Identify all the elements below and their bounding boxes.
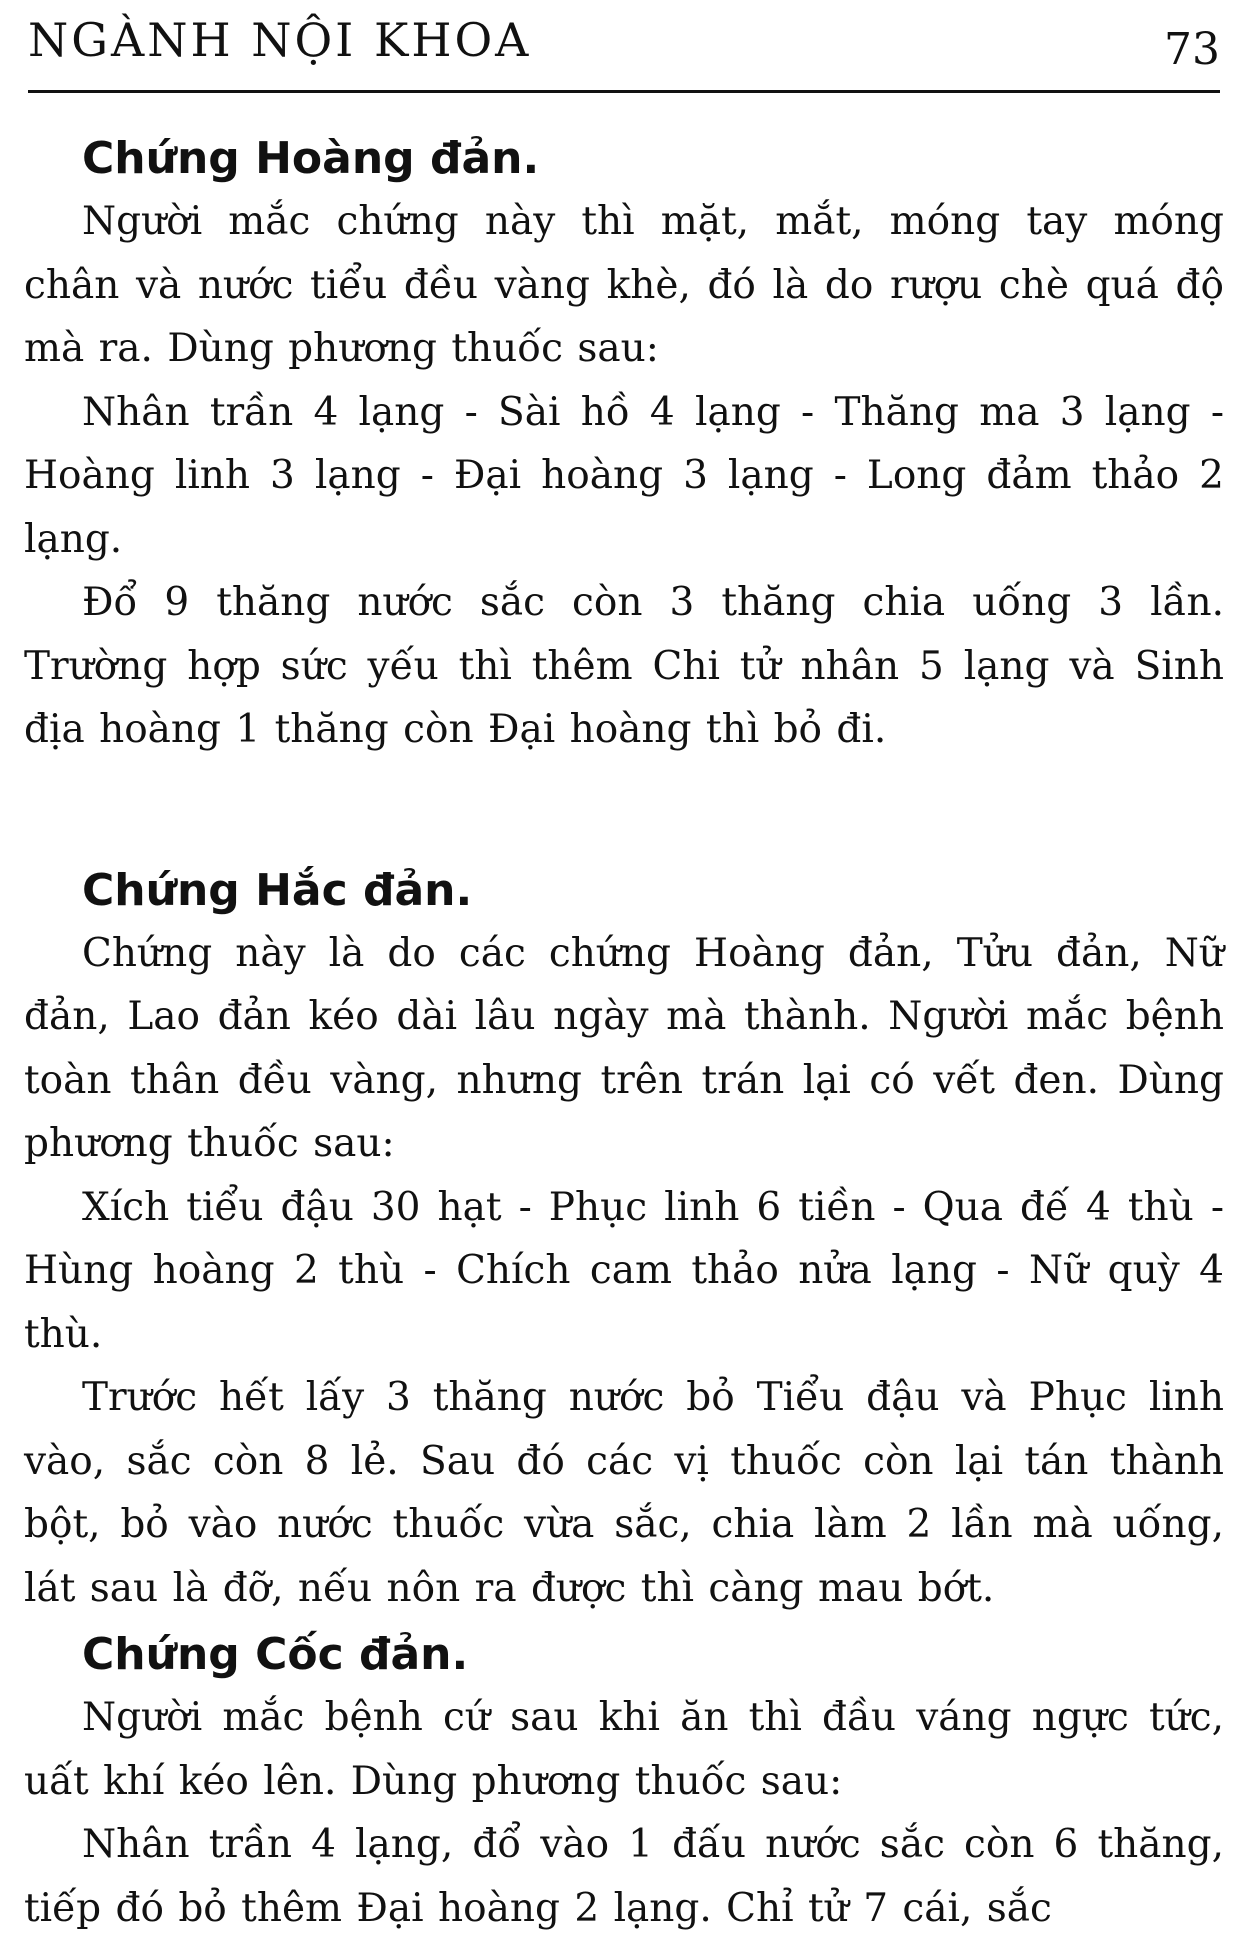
page-body	[24, 128, 1224, 1940]
running-header-title: NGÀNH NỘI KHOA	[28, 13, 532, 67]
paragraph: Đổ 9 thăng nước sắc còn 3 thăng chia uống 3 lần. Trường hợp sức yếu thì thêm Chi tử nhân 5 lạng và Sinh địa hoàng 1 thăng còn Đại hoàng thì bỏ đi.	[24, 580, 1224, 752]
section-title: Chứng Hoàng đản.	[82, 133, 540, 184]
paragraph: Xích tiểu đậu 30 hạt - Phục linh 6 tiền - Qua đế 4 thù - Hùng hoàng 2 thù - Chích cam thảo nửa lạng - Nữ quỳ 4 thù.	[24, 1184, 1224, 1357]
paragraph: Người mắc chứng này thì mặt, mắt, móng tay móng chân và nước tiểu đều vàng khè, đó là do rượu chè quá độ mà ra. Dùng phương thuốc sau:	[24, 199, 1224, 371]
section-hac-dan	[24, 860, 1224, 1621]
section-title: Chứng Cốc đản.	[82, 1629, 469, 1680]
section-hoang-dan	[24, 128, 1224, 762]
section-coc-dan	[24, 1624, 1224, 1940]
paragraph: Nhân trần 4 lạng - Sài hồ 4 lạng - Thăng ma 3 lạng - Hoàng linh 3 lạng - Đại hoàng 3 lạng - Long đảm thảo 2 lạng.	[24, 389, 1224, 562]
paragraph: Nhân trần 4 lạng, đổ vào 1 đấu nước sắc còn 6 thăng, tiếp đó bỏ thêm Đại hoàng 2 lạng. Chỉ tử 7 cái, sắc	[24, 1822, 1224, 1931]
header-divider	[28, 90, 1220, 93]
page-number: 73	[1164, 24, 1220, 75]
running-header	[28, 6, 1220, 76]
paragraph: Chứng này là do các chứng Hoàng đản, Tửu đản, Nữ đản, Lao đản kéo dài lâu ngày mà thành. Người mắc bệnh toàn thân đều vàng, nhưng trên trán lại có vết đen. Dùng phương thuốc sau:	[24, 930, 1224, 1166]
paragraph: Trước hết lấy 3 thăng nước bỏ Tiểu đậu và Phục linh vào, sắc còn 8 lẻ. Sau đó các vị thuốc còn lại tán thành bột, bỏ vào nước thuốc vừa sắc, chia làm 2 lần mà uống, lát sau là đỡ, nếu nôn ra được thì càng mau bớt.	[24, 1375, 1224, 1611]
section-spacer	[24, 762, 1224, 860]
paragraph: Người mắc bệnh cứ sau khi ăn thì đầu váng ngực tức, uất khí kéo lên. Dùng phương thuốc sau:	[24, 1695, 1224, 1804]
section-title: Chứng Hắc đản.	[82, 864, 473, 916]
